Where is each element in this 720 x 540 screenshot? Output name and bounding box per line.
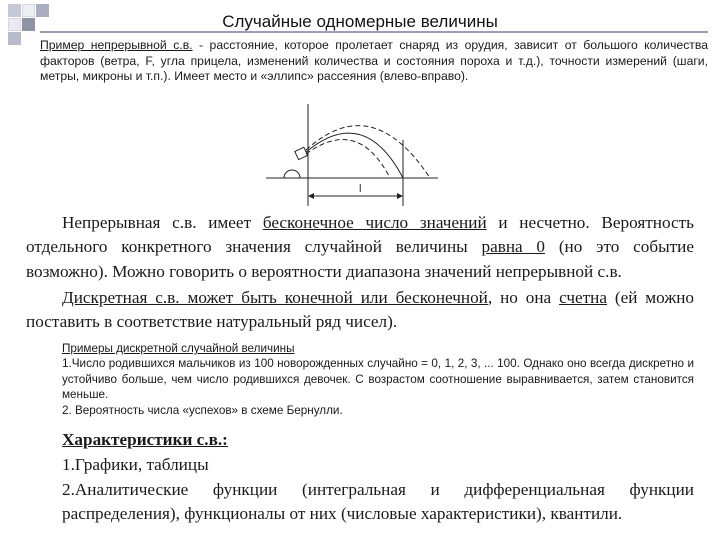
continuous-text-1: Непрерывная с.в. имеет [62,213,263,232]
discrete-examples-heading: Примеры дискретной случайной величины [62,342,295,355]
characteristics-section [62,428,694,527]
page-title: Случайные одномерные величины [222,12,498,31]
continuous-underlined-2: равна 0 [481,237,546,257]
trajectory-dashed-outer [306,126,430,178]
continuous-paragraph [26,211,694,284]
discrete-underlined-2: счетна [559,288,607,307]
projectile-diagram [262,100,442,206]
characteristics-item-1: 1.Графики, таблицы [62,454,209,474]
cannon-base [284,170,300,178]
discrete-paragraph [26,286,694,335]
continuous-example-lead: Пример непрерывной с.в. [40,38,193,52]
title-divider [40,31,708,33]
characteristics-item-2: 2.Аналитические функции (интегральная и дифференциальная функции распределения), функционалы от них (числовые характеристики), квантили. [62,479,694,524]
discrete-example-2: 2. Вероятность числа «успехов» в схеме Бернулли. [62,403,343,417]
continuous-example-paragraph [40,38,708,85]
continuous-text-2: и несчетно. Вероятность отдельного конкретного значения случайной величины [26,213,694,257]
characteristics-title: Характеристики с.в.: [62,430,228,449]
discrete-underlined-1: Дискретная с.в. может быть конечной или бесконечной [62,288,488,307]
distance-arrow-head-right [397,193,403,199]
trajectory-solid [306,133,403,178]
trajectory-dashed-inner [306,140,390,178]
discrete-examples [62,341,694,418]
distance-label: l [359,183,362,195]
distance-arrow-head-left [308,193,314,199]
discrete-text-1: , но она [487,288,560,307]
continuous-underlined-1: бесконечное число значений [262,213,487,232]
decor-square-6 [8,32,21,45]
cannon-barrel [295,147,308,159]
discrete-example-1: 1.Число родившихся мальчиков из 100 новорожденных случайно = 0, 1, 2, 3, ... 100. Однако оно всегда дискретно и устойчиво больше, чем число родившихся девочек. С возрастом соотношение выравнивается, затем становится меньше. [62,357,694,402]
continuous-example-text: - расстояние, которое пролетает снаряд из орудия, зависит от большого количества факторов (ветра, F, угла прицела, изменений количества и состояния пороха и т.д.), точности измерений (шаги, метры, микроны и т.п.). Имеет место и «эллипс» рассеяния (влево-вправо). [40,38,709,84]
discrete-text-2: (ей можно поставить в соответствие натуральный ряд чисел). [26,288,695,332]
continuous-text-3: (но это событие возможно). Можно говорить о вероятности диапазона значений непрерывной с.в. [26,237,694,281]
